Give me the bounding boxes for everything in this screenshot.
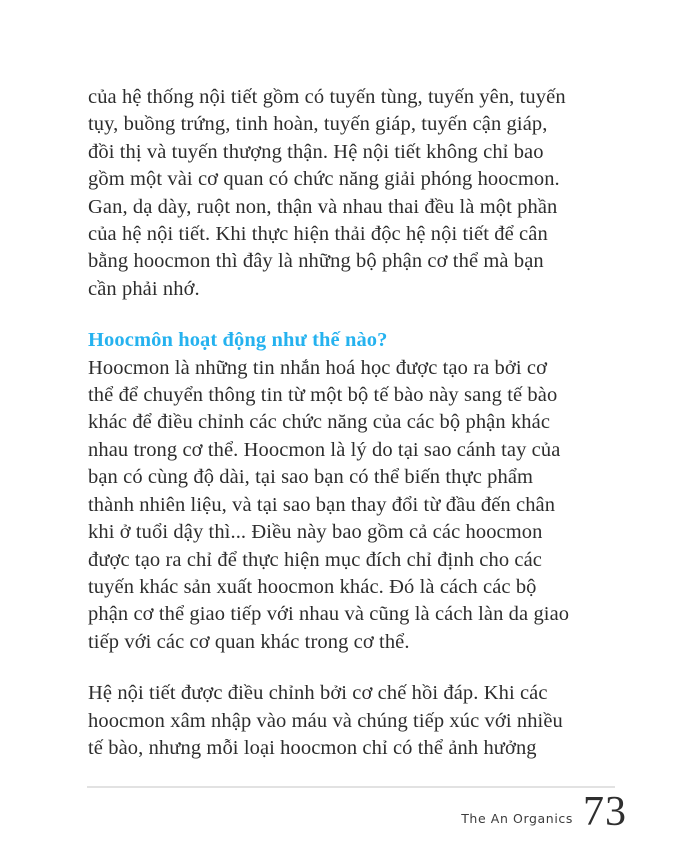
text-line: Hoocmon là những tin nhắn hoá học được tạo ra bởi cơ (88, 356, 548, 379)
paragraph-1 (88, 84, 628, 303)
text-block (88, 84, 628, 762)
text-line: bằng hoocmon thì đây là những bộ phận cơ thể mà bạn (88, 250, 544, 273)
text-line: của hệ nội tiết. Khi thực hiện thải độc hệ nội tiết để cân (88, 223, 548, 246)
section-heading: Hoocmôn hoạt động như thế nào? (88, 329, 388, 352)
paragraph-2 (88, 355, 628, 656)
paragraph-gap (88, 656, 628, 680)
paragraph-3 (88, 680, 628, 762)
text-line: Hệ nội tiết được điều chỉnh bởi cơ chế hồi đáp. Khi các (88, 682, 548, 705)
brand-name: The An Organics (461, 811, 573, 826)
text-line: khi ở tuổi dậy thì... Điều này bao gồm cả các hoocmon (88, 521, 543, 544)
footer-divider (87, 786, 615, 788)
text-line: thành nhiên liệu, và tại sao bạn thay đổi từ đầu đến chân (88, 493, 556, 516)
text-line: hoocmon xâm nhập vào máu và chúng tiếp xúc với nhiều (88, 709, 563, 732)
text-line: bạn có cùng độ dài, tại sao bạn có thể biến thực phẩm (88, 466, 534, 489)
page-number: 73 (583, 789, 627, 835)
text-line: thể để chuyển thông tin từ một bộ tế bào này sang tế bào (88, 384, 558, 407)
text-line: tụy, buồng trứng, tinh hoàn, tuyến giáp, tuyến cận giáp, (88, 113, 548, 136)
text-line: được tạo ra chỉ để thực hiện mục đích chỉ định cho các (88, 548, 542, 571)
text-line: Gan, dạ dày, ruột non, thận và nhau thai đều là một phần (88, 195, 558, 218)
text-line: phận cơ thể giao tiếp với nhau và cũng là cách làn da giao (88, 603, 570, 626)
text-line: gồm một vài cơ quan có chức năng giải phóng hoocmon. (88, 168, 560, 191)
text-line: tiếp với các cơ quan khác trong cơ thể. (88, 630, 410, 653)
text-line: đồi thị và tuyến thượng thận. Hệ nội tiết không chỉ bao (88, 140, 544, 163)
text-line: cần phải nhớ. (88, 277, 200, 300)
text-line: khác để điều chỉnh các chức năng của các bộ phận khác (88, 411, 551, 434)
text-line: tuyến khác sản xuất hoocmon khác. Đó là cách các bộ (88, 575, 537, 598)
text-line: của hệ thống nội tiết gồm có tuyến tùng, tuyến yên, tuyến (88, 86, 566, 108)
footer-content (87, 789, 627, 835)
text-line: nhau trong cơ thể. Hoocmon là lý do tại sao cánh tay của (88, 438, 561, 461)
paragraph-gap (88, 303, 628, 327)
page-footer (87, 786, 627, 835)
text-line: tế bào, nhưng mỗi loại hoocmon chỉ có thể ảnh hưởng (88, 736, 537, 759)
